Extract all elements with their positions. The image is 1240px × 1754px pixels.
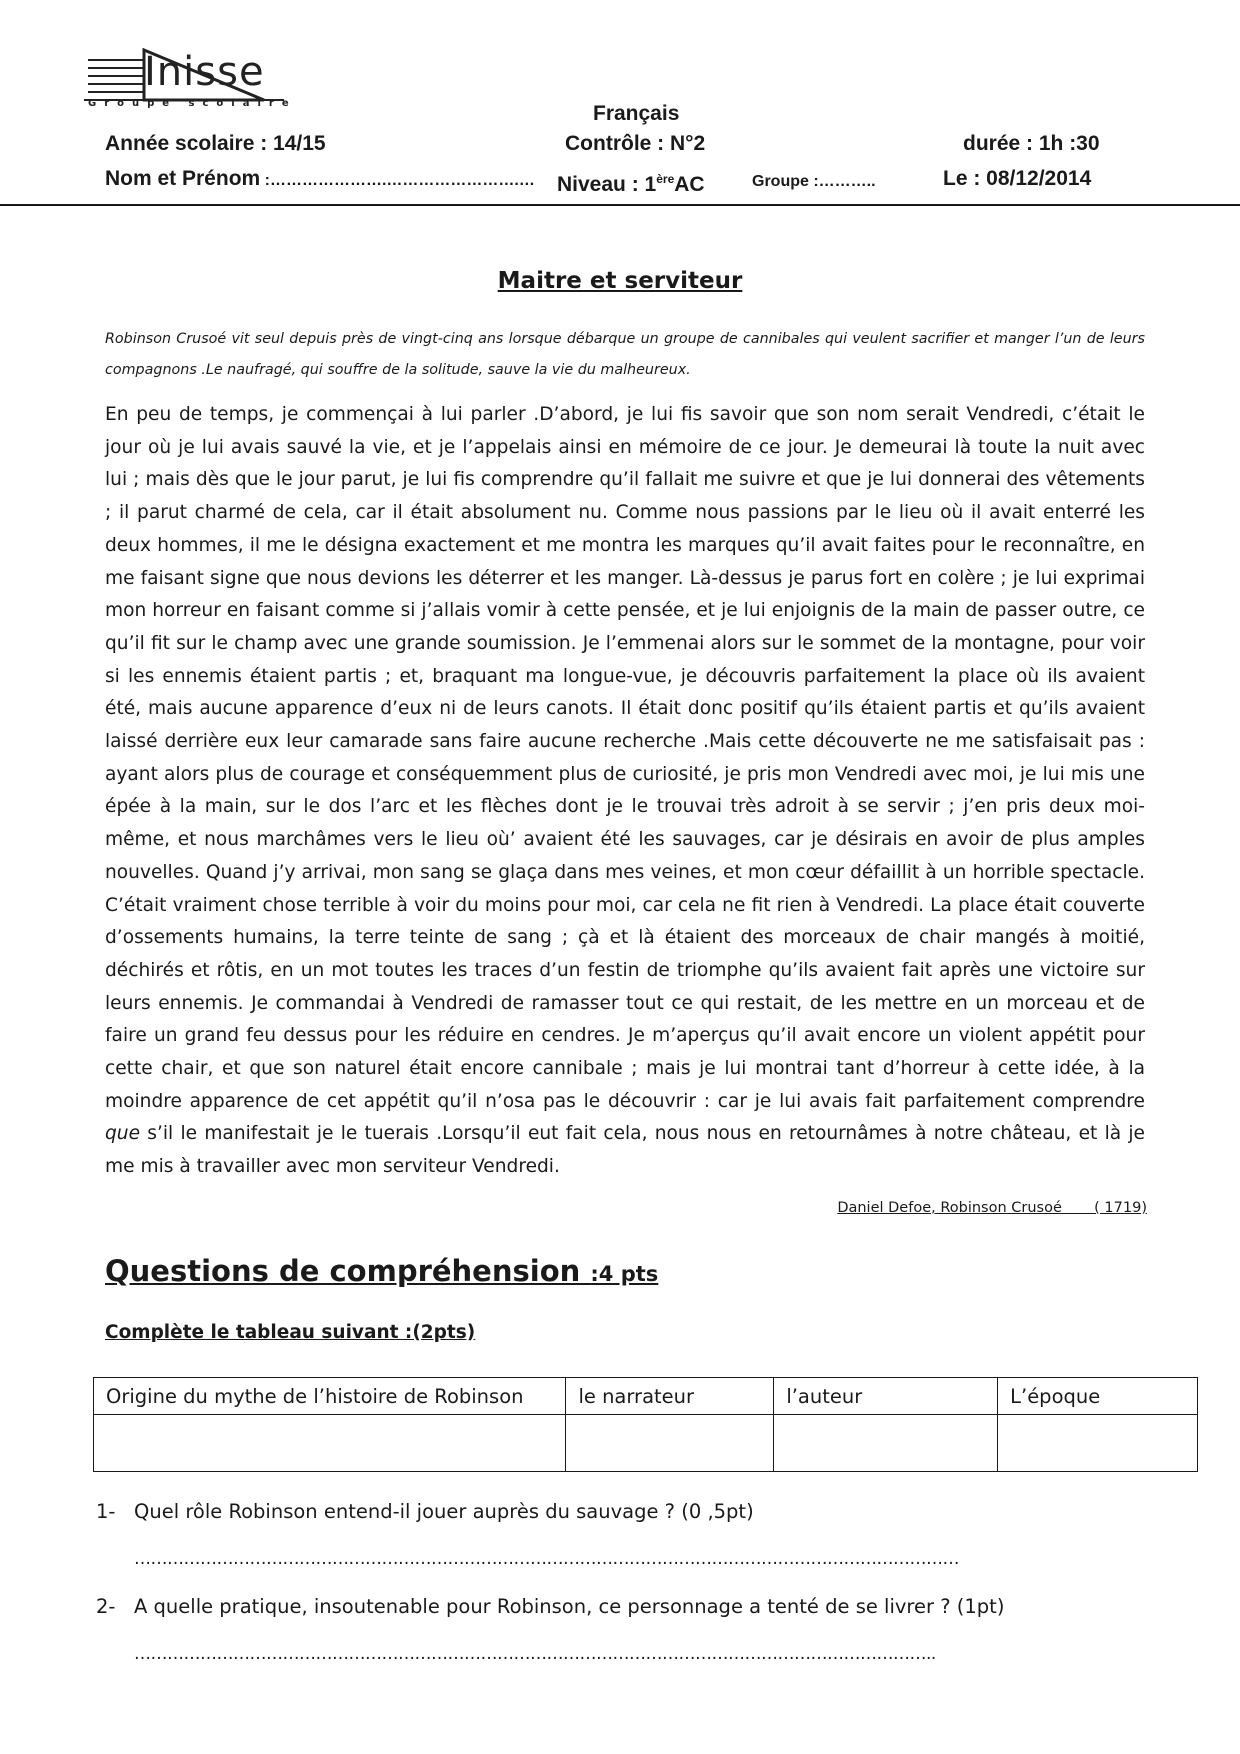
question-text: A quelle pratique, insoutenable pour Robinson, ce personnage a tenté de se livrer ? (1pt) [134, 1595, 1005, 1618]
exam-date: Le : 08/12/2014 [943, 167, 1092, 190]
text-intro: Robinson Crusoé vit seul depuis près de vingt-cinq ans lorsque débarque un groupe de cannibales qui veulent sacrifier et manger l’un de leurs compagnons .Le naufragé, qui souffre de la solitude, sauve la vie du malheureux. [105, 331, 1145, 378]
table-header-cell: l’auteur [774, 1378, 998, 1415]
group-field[interactable]: Groupe :……….. [752, 173, 876, 190]
school-logo [84, 48, 304, 118]
logo-name: Inisse [144, 49, 265, 95]
subject: Français [593, 102, 680, 125]
question-2 [96, 1595, 1004, 1618]
table-header-cell: le narrateur [566, 1378, 774, 1415]
question-text: Quel rôle Robinson entend-il jouer auprès du sauvage ? (0 ,5pt) [134, 1500, 754, 1523]
name-field[interactable]: :………………….…………………….… [260, 172, 535, 189]
table-header-cell: Origine du mythe de l’histoire de Robinson [94, 1378, 566, 1415]
table-instruction: Complète le tableau suivant :(2pts) [105, 1322, 476, 1343]
questions-heading: Questions de compréhension :4 pts [105, 1254, 659, 1288]
table-header-cell: L’époque [998, 1378, 1198, 1415]
text-source: Daniel Defoe, Robinson Crusoé ( 1719) [837, 1200, 1147, 1216]
answer-cell-period[interactable] [998, 1415, 1198, 1472]
answer-cell-narrator[interactable] [566, 1415, 774, 1472]
student-name-row [105, 167, 535, 193]
question-number: 1- [96, 1500, 116, 1523]
exam-number: Contrôle : N°2 [565, 132, 706, 155]
level-suffix: AC [674, 173, 705, 196]
text-title: Maitre et serviteur [497, 268, 743, 294]
logo-subtitle: Groupe scolaire [88, 98, 297, 109]
table-header-row [94, 1378, 1198, 1415]
answer-cell-origin[interactable] [94, 1415, 566, 1472]
exam-duration: durée : 1h :30 [963, 132, 1100, 155]
question-number: 2- [96, 1595, 116, 1618]
name-label: Nom et Prénom [105, 167, 261, 190]
table-answer-row [94, 1415, 1198, 1472]
level [557, 167, 705, 197]
level-sup: ère [656, 172, 675, 186]
level-label: Niveau : 1 [557, 173, 657, 196]
passage-italic-word: que [105, 1123, 141, 1145]
answer-line-2[interactable]: ……………………………………………………………………………………………………………………………….. [134, 1644, 936, 1664]
answer-cell-author[interactable] [774, 1415, 998, 1472]
text-passage: En peu de temps, je commençai à lui parler .D’abord, je lui fis savoir que son nom serait Vendredi, c’était le jour où je lui avais sauvé la vie, et je l’appelais ainsi en mémoire de ce jour. Je demeurai là toute la nuit avec lui ; mais dès que le jour parut, je lui fis comprendre qu’il fallait me suivre et que je lui donnerai des vêtements ; il parut charmé de cela, car il était absolument nu. Comme nous passions par le lieu où il avait enterré les deux hommes, il me le désigna exactement et me montra les marques qu’il avait faites pour le reconnaître, en me faisant signe que nous devions les déterrer et les manger. Là-dessus je parus fort en colère ; je lui exprimai mon horreur en faisant comme si j’allais vomir à cette pensée, et je lui enjoignis de la main de passer outre, ce qu’il fit sur le champ avec une grande soumission. Je l’emmenai alors sur le sommet de la montagne, pour voir si les ennemis étaient partis ; et, braquant ma longue-vue, je découvris parfaitement la place où ils avaient été, mais aucune apparence d’eux ni de leurs canots. Il était donc positif qu’ils étaient partis et qu’ils avaient laissé derrière eux leur camarade sans faire aucune recherche .Mais cette découverte ne me satisfaisait pas : ayant alors plus de courage et conséquemment plus de curiosité, je pris mon Vendredi avec moi, je lui mis une épée à la main, sur le dos l’arc et les flèches dont je le trouvai très adroit à se servir ; j’en pris deux moi-même, et nous marchâmes vers le lieu où’ avaient été les sauvages, car je désirais en avoir de plus amples nouvelles. Quand j’y arrivai, mon sang se glaça dans mes veines, et mon cœur défaillit à un horrible spectacle. C’était vraiment chose terrible à voir du moins pour moi, car cela ne fit rien à Vendredi. La place était couverte d’ossements humains, la terre teinte de sang ; çà et là étaient des morceaux de chair mangés à moitié, déchirés et rôtis, en un mot toutes les traces d’un festin de triomphe qu’ils avaient fait après une victoire sur leurs ennemis. Je commandai à Vendredi de ramasser tout ce qui restait, de les mettre en un morceau et de faire un grand feu dessus pour les réduire en cendres. Je m’aperçus qu’il avait encore un violent appétit pour cette chair, et que son naturel était encore cannibale ; mais je lui montrai tant d’horreur à cette idée, à la moindre apparence de cet appétit qu’il n’osa pas le découvrir : car je lui avais fait parfaitement comprendre que s’il le manifestait je le tuerais .Lorsqu’il eut fait cela, nous nous en retournâmes à notre château, et là je me mis à travailler avec mon serviteur Vendredi. [105, 404, 1145, 1178]
question-1 [96, 1500, 754, 1523]
header-divider [0, 204, 1240, 206]
answer-table [93, 1377, 1198, 1472]
school-year: Année scolaire : 14/15 [105, 132, 326, 155]
answer-line-1[interactable]: …………………………………………………………………………………………………………………………………… [134, 1549, 959, 1569]
